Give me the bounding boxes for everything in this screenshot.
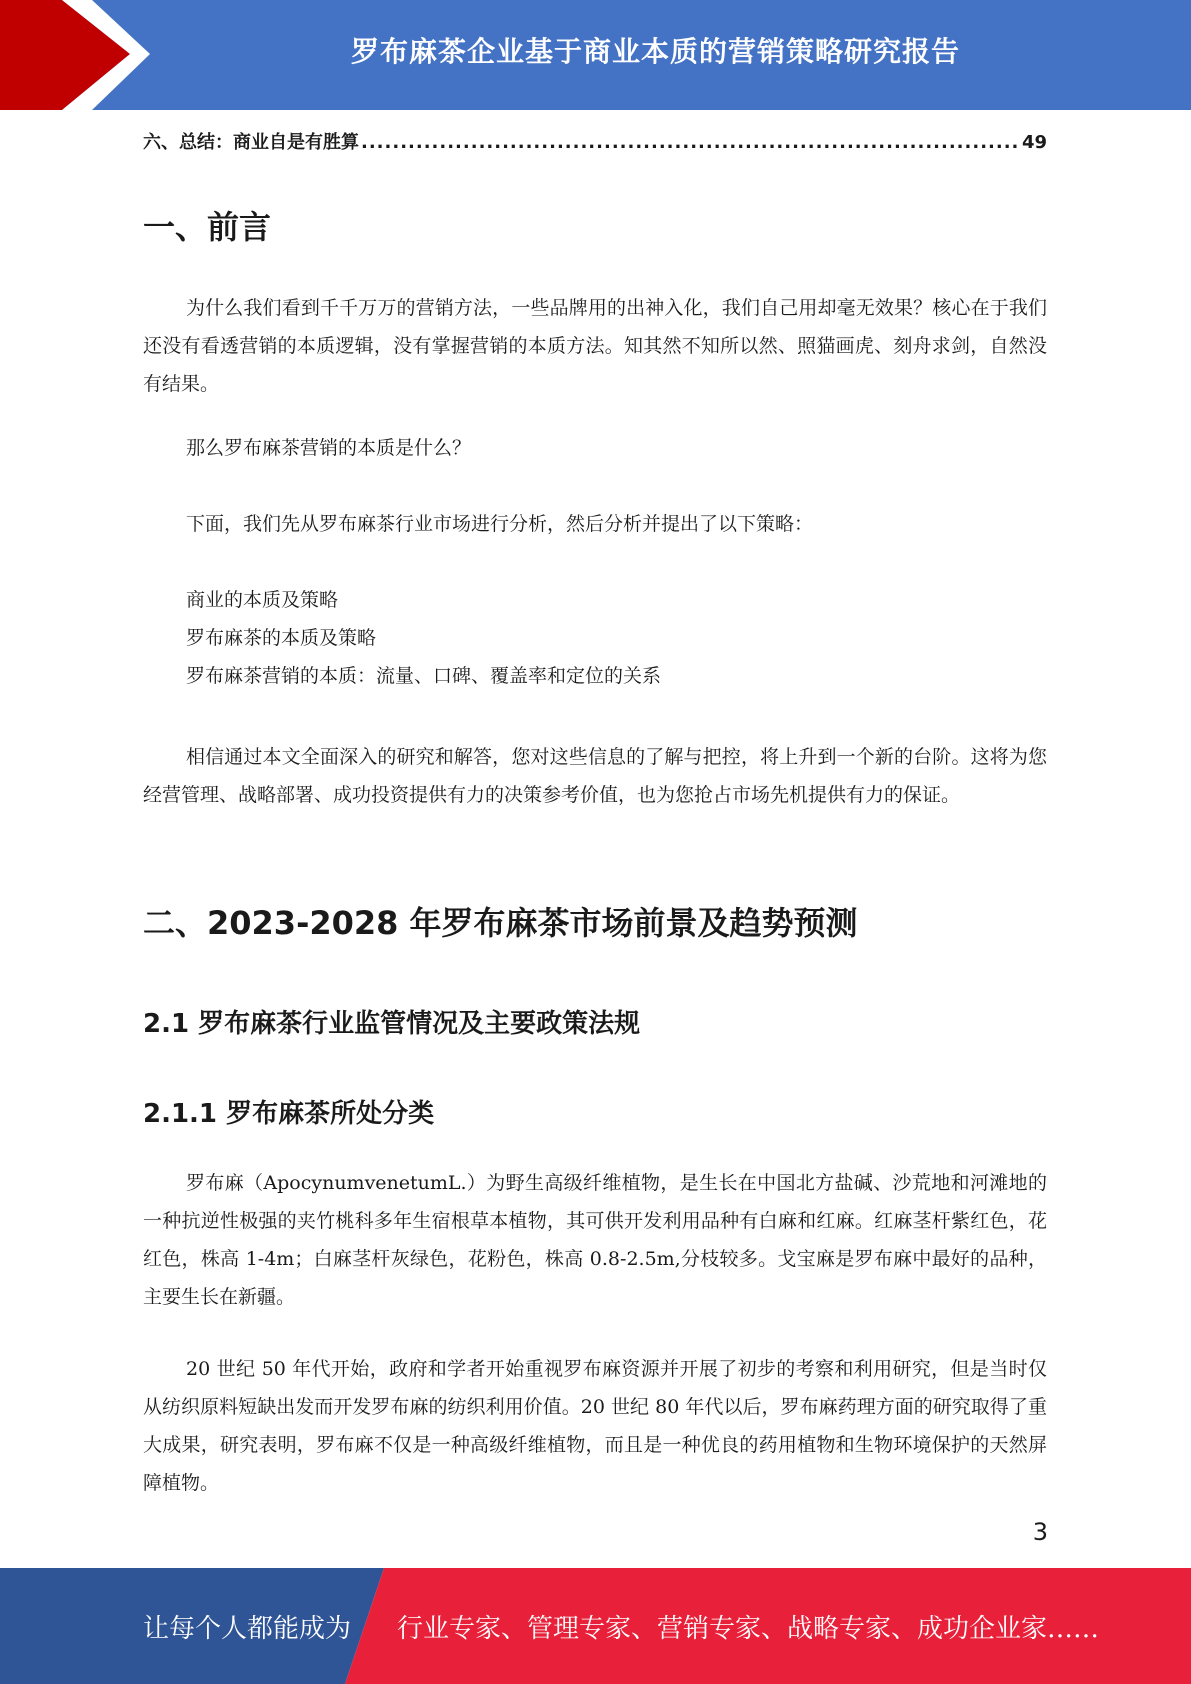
list-item: 罗布麻茶营销的本质：流量、口碑、覆盖率和定位的关系 [186,665,662,687]
section-1-paragraph-3: 下面，我们先从罗布麻茶行业市场进行分析，然后分析并提出了以下策略： [186,513,814,535]
section-2-1-1-paragraph-2: 20 世纪 50 年代开始，政府和学者开始重视罗布麻资源并开展了初步的考察和利用研究，但是当时仅从纺织原料短缺出发而开发罗布麻的纺织利用价值。20 世纪 80 年代以后，罗布麻药理方面的研究取得了重大成果，研究表明，罗布麻不仅是一种高级纤维植物，而且是一种优良的药用植物和生物环境保护的天然屏障植物。 [143,1358,1047,1494]
page-number: 3 [1032,1518,1048,1546]
section-2-1-1-heading: 2.1.1 罗布麻茶所处分类 [143,1099,435,1129]
toc-leader-dots [361,132,1020,153]
page-header [0,0,1191,110]
report-title: 罗布麻茶企业基于商业本质的营销策略研究报告 [350,35,960,68]
footer-slogan-right: 行业专家、管理专家、营销专家、战略专家、成功企业家…… [397,1613,1100,1644]
section-2-heading: 二、2023-2028 年罗布麻茶市场前景及趋势预测 [143,904,858,942]
page-footer [0,1568,1191,1684]
list-item: 商业的本质及策略 [186,589,339,611]
section-2-1-heading: 2.1 罗布麻茶行业监管情况及主要政策法规 [143,1009,641,1039]
section-2-1-1-paragraph-1: 罗布麻（ApocynumvenetumL.）为野生高级纤维植物，是生长在中国北方盐碱、沙荒地和河滩地的一种抗逆性极强的夹竹桃科多年生宿根草本植物，其可供开发利用品种有白麻和红麻。红麻茎杆紫红色，花红色，株高 1-4m；白麻茎杆灰绿色，花粉色，株高 0.8-2.5m,分枝较多。戈宝麻是罗布麻中最好的品种，主要生长在新疆。 [143,1172,1047,1308]
section-1-paragraph-1: 为什么我们看到千千万万的营销方法，一些品牌用的出神入化，我们自己用却毫无效果？核心在于我们还没有看透营销的本质逻辑，没有掌握营销的本质方法。知其然不知所以然、照猫画虎、刻舟求剑，自然没有结果。 [143,297,1047,395]
section-1-heading: 一、前言 [143,208,272,246]
toc-entry-page: 49 [1021,132,1047,153]
footer-slogan-left: 让每个人都能成为 [143,1613,352,1644]
toc-entry-label: 六、总结：商业自是有胜算 [143,132,359,153]
section-1-paragraph-4: 相信通过本文全面深入的研究和解答，您对这些信息的了解与把控，将上升到一个新的台阶。这将为您经营管理、战略部署、成功投资提供有力的决策参考价值，也为您抢占市场先机提供有力的保证。 [143,746,1047,806]
section-1-paragraph-2: 那么罗布麻茶营销的本质是什么？ [186,437,472,459]
list-item: 罗布麻茶的本质及策略 [186,627,377,649]
toc-entry[interactable] [143,128,1047,154]
